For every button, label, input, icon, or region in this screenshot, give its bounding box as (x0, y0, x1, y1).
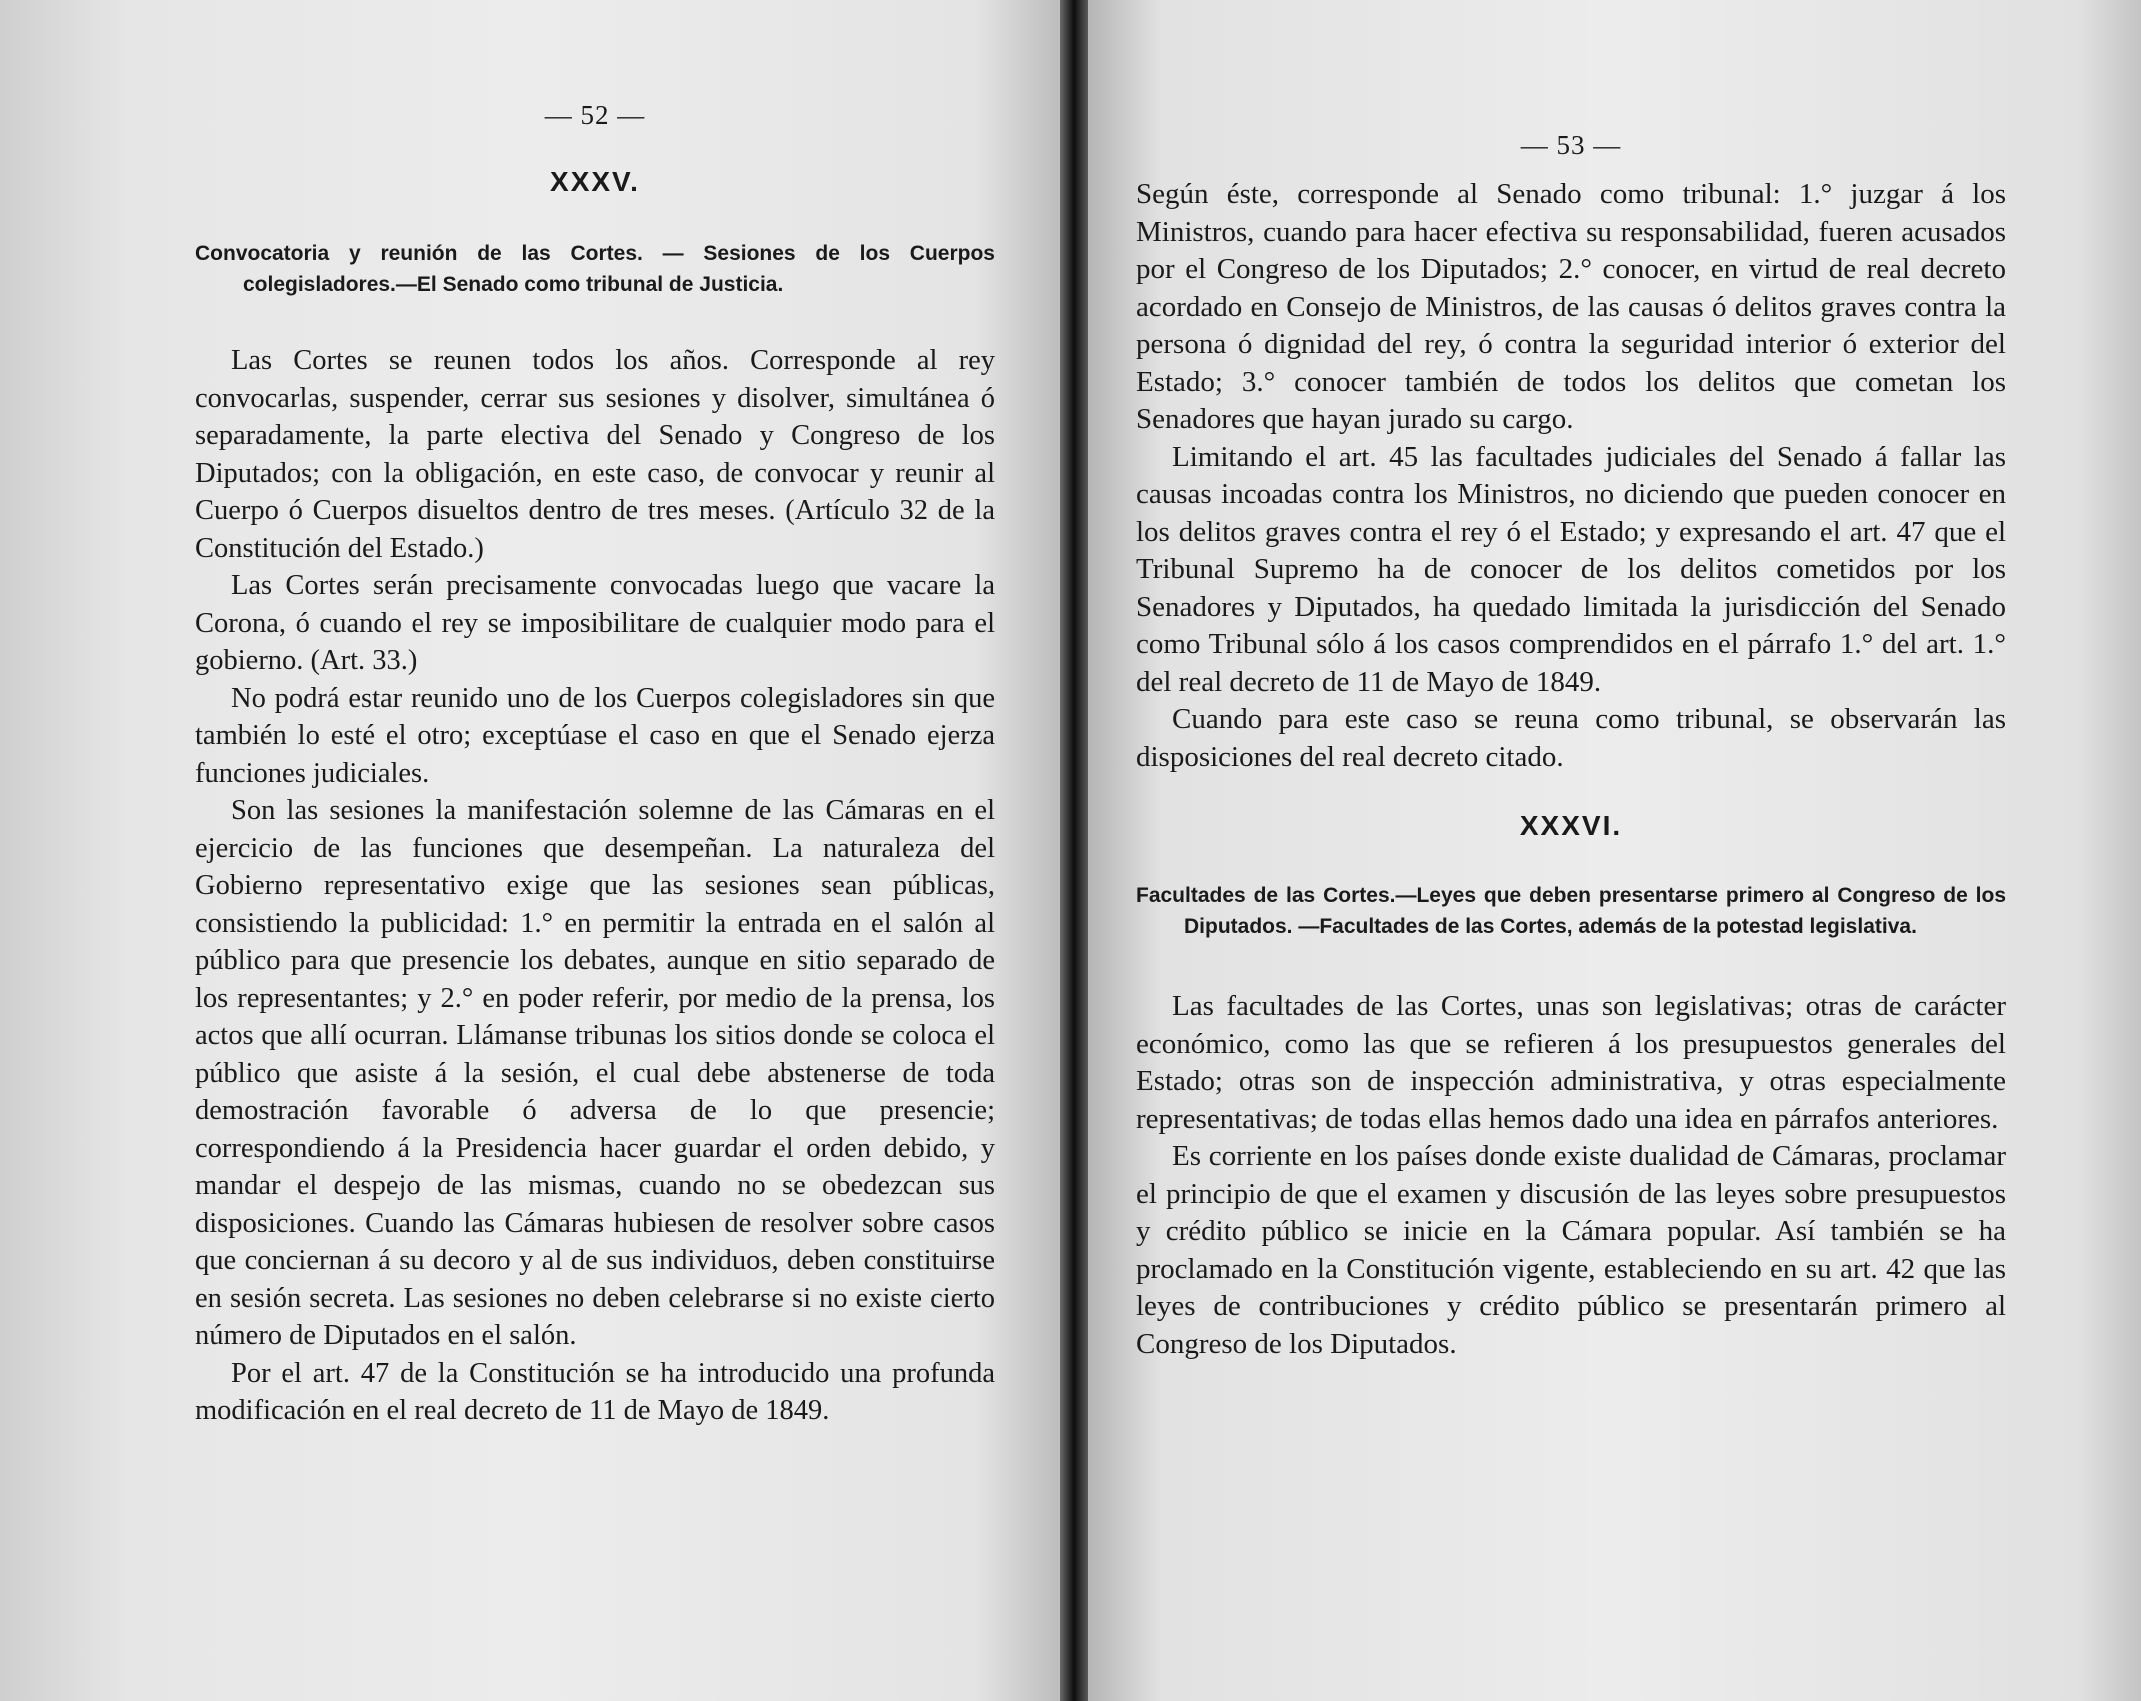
paragraph: No podrá estar reunido uno de los Cuerpos colegisladores sin que también lo esté el otro; exceptúase el caso en que el Senado ejerza funciones judiciales. (195, 682, 995, 789)
left-page-content (195, 100, 995, 1430)
chapter-heading-xxxvi: XXXVI. (1519, 810, 1623, 841)
paragraph: Es corriente en los países donde existe dualidad de Cámaras, proclamar el principio de que el examen y discusión de las leyes sobre presupuestos y crédito público se inicie en la Cámara popular. Así también se ha proclamado en la Constitución vigente, estableciendo en su art. 42 que las leyes de contribuciones y crédito público se presentarán primero al Congreso de los Diputados. (1136, 1140, 2006, 1360)
page-number-right: — 53 — (1520, 130, 1622, 160)
book-gutter (1060, 0, 1088, 1701)
chapter-heading-xxxv: XXXV. (550, 166, 640, 197)
right-page-content (1136, 130, 2006, 1363)
page-number-left: — 52 — (544, 100, 646, 130)
paragraph: Según éste, corresponde al Senado como tribunal: 1.° juzgar á los Ministros, cuando para hacer efectiva su responsabilidad, fueren acusados por el Congreso de los Diputados; 2.° conocer, en virtud de real decreto acordado en Consejo de Ministros, de las causas ó delitos graves contra la persona ó dignidad del rey, ó contra la seguridad interior ó exterior del Estado; 3.° conocer también de todos los delitos que cometan los Senadores que hayan jurado su cargo. (1136, 178, 2006, 435)
chapter-summary-xxxvi: Facultades de las Cortes.—Leyes que deben presentarse primero al Congreso de los Diputados. —Facultades de las Cortes, además de la potestad legislativa. (1136, 884, 2006, 938)
paragraph: Las Cortes se reunen todos los años. Corresponde al rey convocarlas, suspender, cerrar sus sesiones y disolver, simultánea ó separadamente, la parte electiva del Senado y Congreso de los Diputados; con la obligación, en este caso, de convocar y reunir al Cuerpo ó Cuerpos disueltos dentro de tres meses. (Artículo 32 de la Constitución del Estado.) (195, 345, 995, 564)
chapter-summary-xxxv: Convocatoria y reunión de las Cortes. — Sesiones de los Cuerpos colegisladores.—El Senado como tribunal de Justicia. (195, 242, 995, 296)
paragraph: Son las sesiones la manifestación solemne de las Cámaras en el ejercicio de las funciones que desempeñan. La naturaleza del Gobierno representativo exige que las sesiones sean públicas, consistiendo la publicidad: 1.° en permitir la entrada en el salón al público para que presencie los debates, aunque en sitio separado de los representantes; y 2.° en poder referir, por medio de la prensa, los actos que allí ocurran. Llámanse tribunas los sitios donde se coloca el público que asiste á la sesión, el cual debe abstenerse de toda demostración favorable ó adversa de lo que presencie; correspondiendo á la Presidencia hacer guardar el orden debido, y mandar el despejo de las mismas, cuando no se obedezcan sus disposiciones. Cuando las Cámaras hubiesen de resolver sobre casos que conciernan á su decoro y al de sus individuos, deben constituirse en sesión secreta. Las sesiones no deben celebrarse si no existe cierto número de Diputados en el salón. (195, 795, 995, 1351)
paragraph: Las Cortes serán precisamente convocadas luego que vacare la Corona, ó cuando el rey se imposibilitare de cualquier modo para el gobierno. (Art. 33.) (195, 570, 995, 676)
paragraph: Cuando para este caso se reuna como tribunal, se observarán las disposiciones del real decreto citado. (1136, 703, 2006, 773)
paragraph: Por el art. 47 de la Constitución se ha introducido una profunda modificación en el real decreto de 11 de Mayo de 1849. (195, 1357, 995, 1426)
left-page (0, 0, 1060, 1701)
paragraph: Las facultades de las Cortes, unas son legislativas; otras de carácter económico, como las que se refieren á los presupuestos generales del Estado; otras son de inspección administrativa, y otras especialmente representativas; de todas ellas hemos dado una idea en párrafos anteriores. (1136, 990, 2006, 1135)
paragraph: Limitando el art. 45 las facultades judiciales del Senado á fallar las causas incoadas contra los Ministros, no diciendo que pueden conocer en los delitos graves contra el rey ó el Estado; y expresando el art. 47 que el Tribunal Supremo ha de conocer de los delitos cometidos por los Senadores y Diputados, ha quedado limitada la jurisdicción del Senado como Tribunal sólo á los casos comprendidos en el párrafo 1.° del art. 1.° del real decreto de 11 de Mayo de 1849. (1136, 440, 2006, 698)
right-page (1088, 0, 2141, 1701)
